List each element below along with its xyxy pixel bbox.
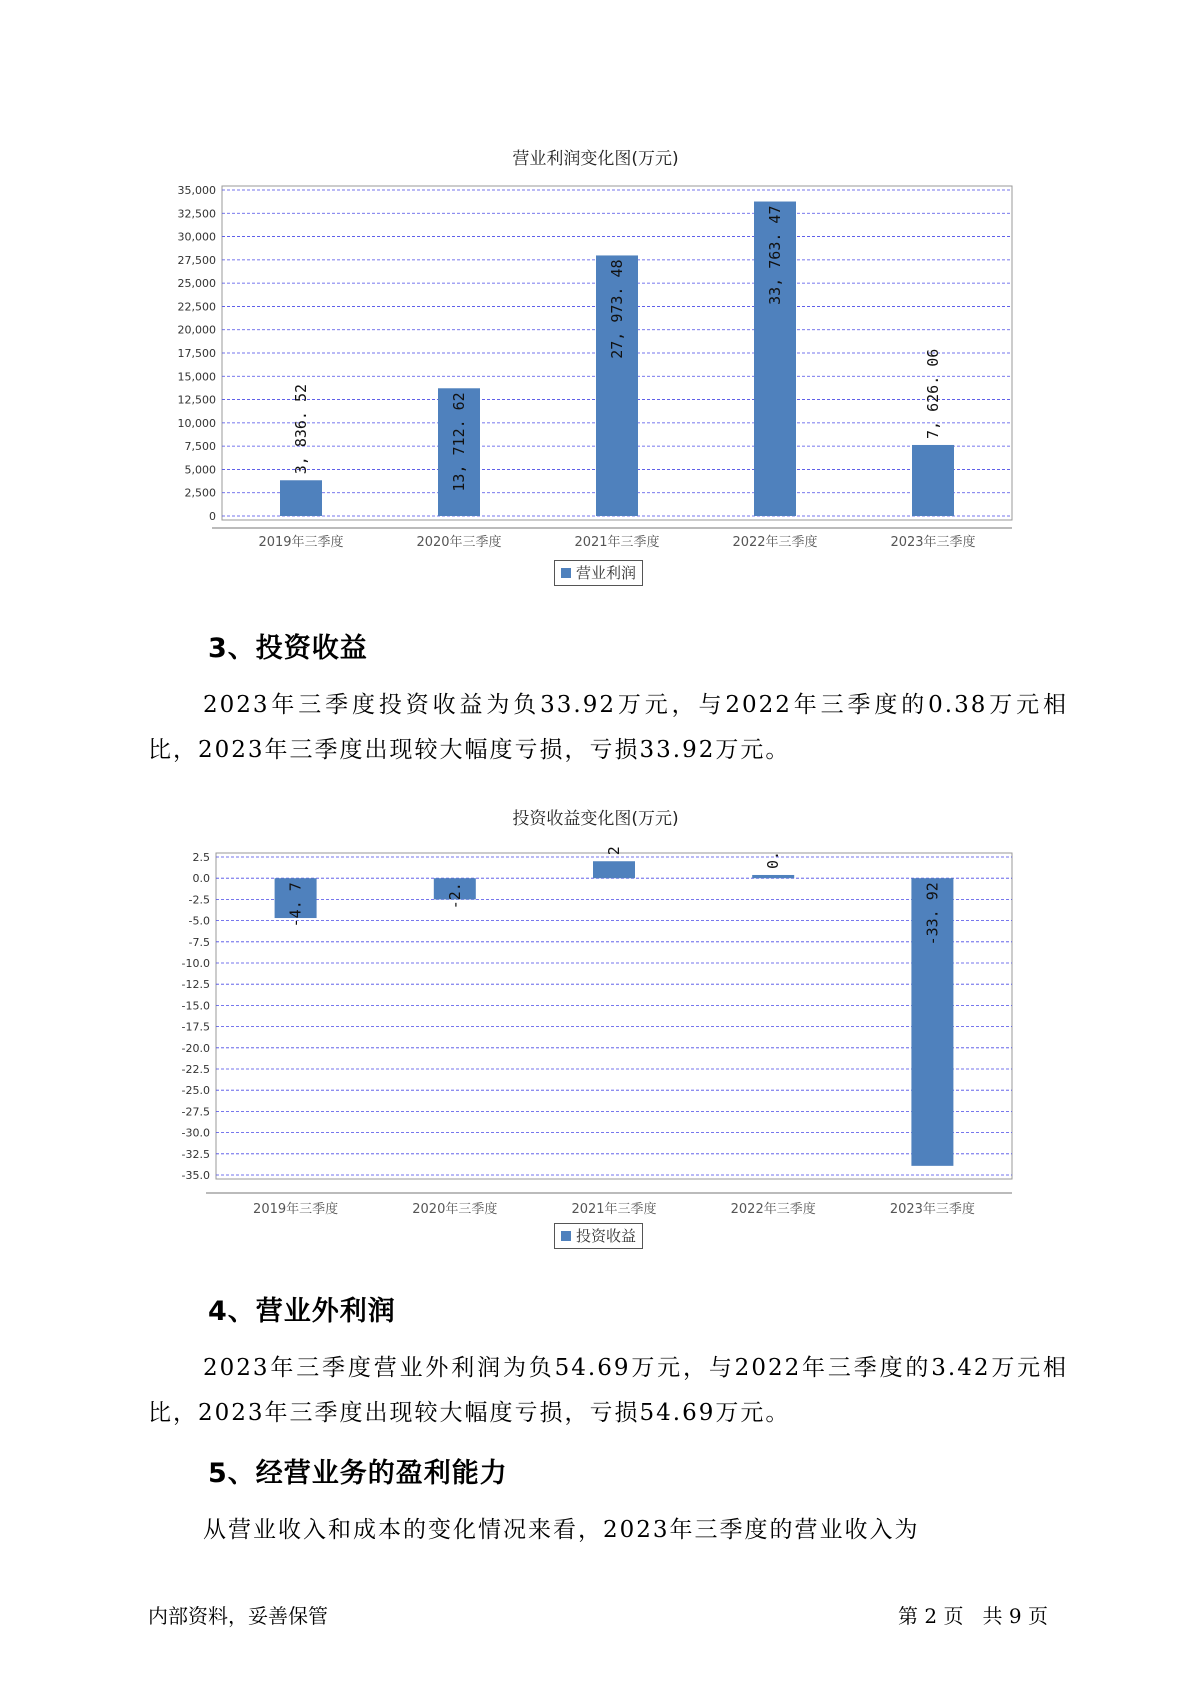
section-heading-investment: 3、投资收益 (208, 633, 368, 664)
profit-chart (0, 170, 1191, 590)
x-tick-label: 2022年三季度 (732, 535, 818, 550)
x-tick-label: 2023年三季度 (889, 1202, 975, 1217)
data-label: 13, 712. 62 (450, 392, 468, 492)
x-tick-label: 2019年三季度 (253, 1202, 339, 1217)
profit-chart-title: 营业利润变化图(万元) (512, 149, 679, 169)
y-tick-label: 2,500 (184, 486, 216, 500)
y-tick-label: -27.5 (181, 1105, 210, 1119)
data-label: 27, 973. 48 (608, 259, 626, 359)
y-tick-label: 22,500 (177, 300, 216, 314)
footer-confidential: 内部资料，妥善保管 (148, 1604, 328, 1628)
y-tick-label: 5,000 (184, 463, 216, 477)
y-tick-label: 25,000 (177, 277, 216, 291)
plot-frame (216, 850, 1012, 1179)
investment-chart-legend (554, 1223, 643, 1249)
x-tick-label: 2021年三季度 (574, 535, 660, 550)
section-text-profitability: 从营业收入和成本的变化情况来看，2023年三季度的营业收入为 (203, 1517, 920, 1543)
bar (912, 445, 954, 516)
y-tick-label: 35,000 (177, 184, 216, 197)
data-label: 0. (764, 850, 783, 869)
x-tick-label: 2021年三季度 (571, 1202, 657, 1217)
legend-label: 投资收益 (576, 1227, 637, 1245)
bar (752, 875, 794, 878)
profit-chart-legend (554, 560, 643, 586)
y-tick-label: -35.0 (181, 1169, 210, 1182)
data-label: 7, 626. 06 (924, 348, 942, 439)
y-tick-label: 20,000 (177, 323, 216, 337)
data-label: 33, 763. 47 (766, 205, 784, 305)
y-tick-label: 0 (209, 510, 216, 523)
y-tick-label: -12.5 (181, 978, 210, 992)
y-tick-label: 12,500 (177, 393, 216, 407)
investment-chart-title: 投资收益变化图(万元) (512, 809, 679, 829)
x-tick-label: 2020年三季度 (412, 1202, 498, 1217)
x-tick-label: 2023年三季度 (890, 535, 976, 550)
y-tick-label: 0.0 (192, 872, 210, 886)
x-tick-label: 2022年三季度 (730, 1202, 816, 1217)
data-label: 2 (605, 846, 623, 856)
y-tick-label: 7,500 (184, 440, 216, 454)
data-label: -2. (445, 882, 464, 910)
y-tick-label: -7.5 (188, 935, 210, 949)
y-tick-label: -10.0 (181, 957, 210, 970)
x-tick-label: 2020年三季度 (416, 535, 502, 550)
y-tick-label: 10,000 (177, 416, 216, 430)
section-heading-profitability: 5、经营业务的盈利能力 (208, 1458, 508, 1489)
y-tick-label: -22.5 (181, 1063, 210, 1076)
y-tick-label: -2.5 (188, 893, 210, 907)
legend-swatch (561, 568, 571, 578)
section-text-nonoperating: 2023年三季度营业外利润为负54.69万元，与2022年三季度的3.42万元相比，2023年三季度出现较大幅度亏损，亏损54.69万元。 (148, 1355, 1068, 1426)
y-tick-label: 32,500 (177, 207, 216, 221)
y-tick-label: -5.0 (188, 914, 210, 928)
y-tick-label: -32.5 (181, 1147, 210, 1161)
section-heading-nonoperating: 4、营业外利润 (208, 1296, 396, 1327)
y-tick-label: 15,000 (177, 370, 216, 384)
legend-label: 营业利润 (576, 564, 637, 582)
y-tick-label: 17,500 (177, 347, 216, 360)
data-label: 3, 836. 52 (292, 383, 310, 475)
section-text-investment: 2023年三季度投资收益为负33.92万元，与2022年三季度的0.38万元相比，2023年三季度出现较大幅度亏损，亏损33.92万元。 (148, 692, 1068, 763)
data-label: -33. 92 (923, 882, 942, 946)
y-tick-label: 2.5 (192, 851, 210, 864)
data-label: -4. 7 (286, 882, 305, 928)
y-tick-label: -30.0 (181, 1126, 210, 1140)
x-tick-label: 2019年三季度 (258, 535, 344, 550)
bar (280, 480, 322, 516)
y-tick-label: 27,500 (177, 253, 216, 267)
y-tick-label: -20.0 (181, 1041, 210, 1055)
bar (593, 861, 635, 878)
y-tick-label: -17.5 (181, 1020, 210, 1034)
footer-page-number: 第 2 页 共 9 页 (898, 1604, 1048, 1628)
y-tick-label: -15.0 (181, 999, 210, 1013)
y-tick-label: 30,000 (177, 230, 216, 244)
y-tick-label: -25.0 (181, 1084, 210, 1098)
investment-chart (0, 840, 1191, 1220)
legend-swatch (561, 1231, 571, 1241)
